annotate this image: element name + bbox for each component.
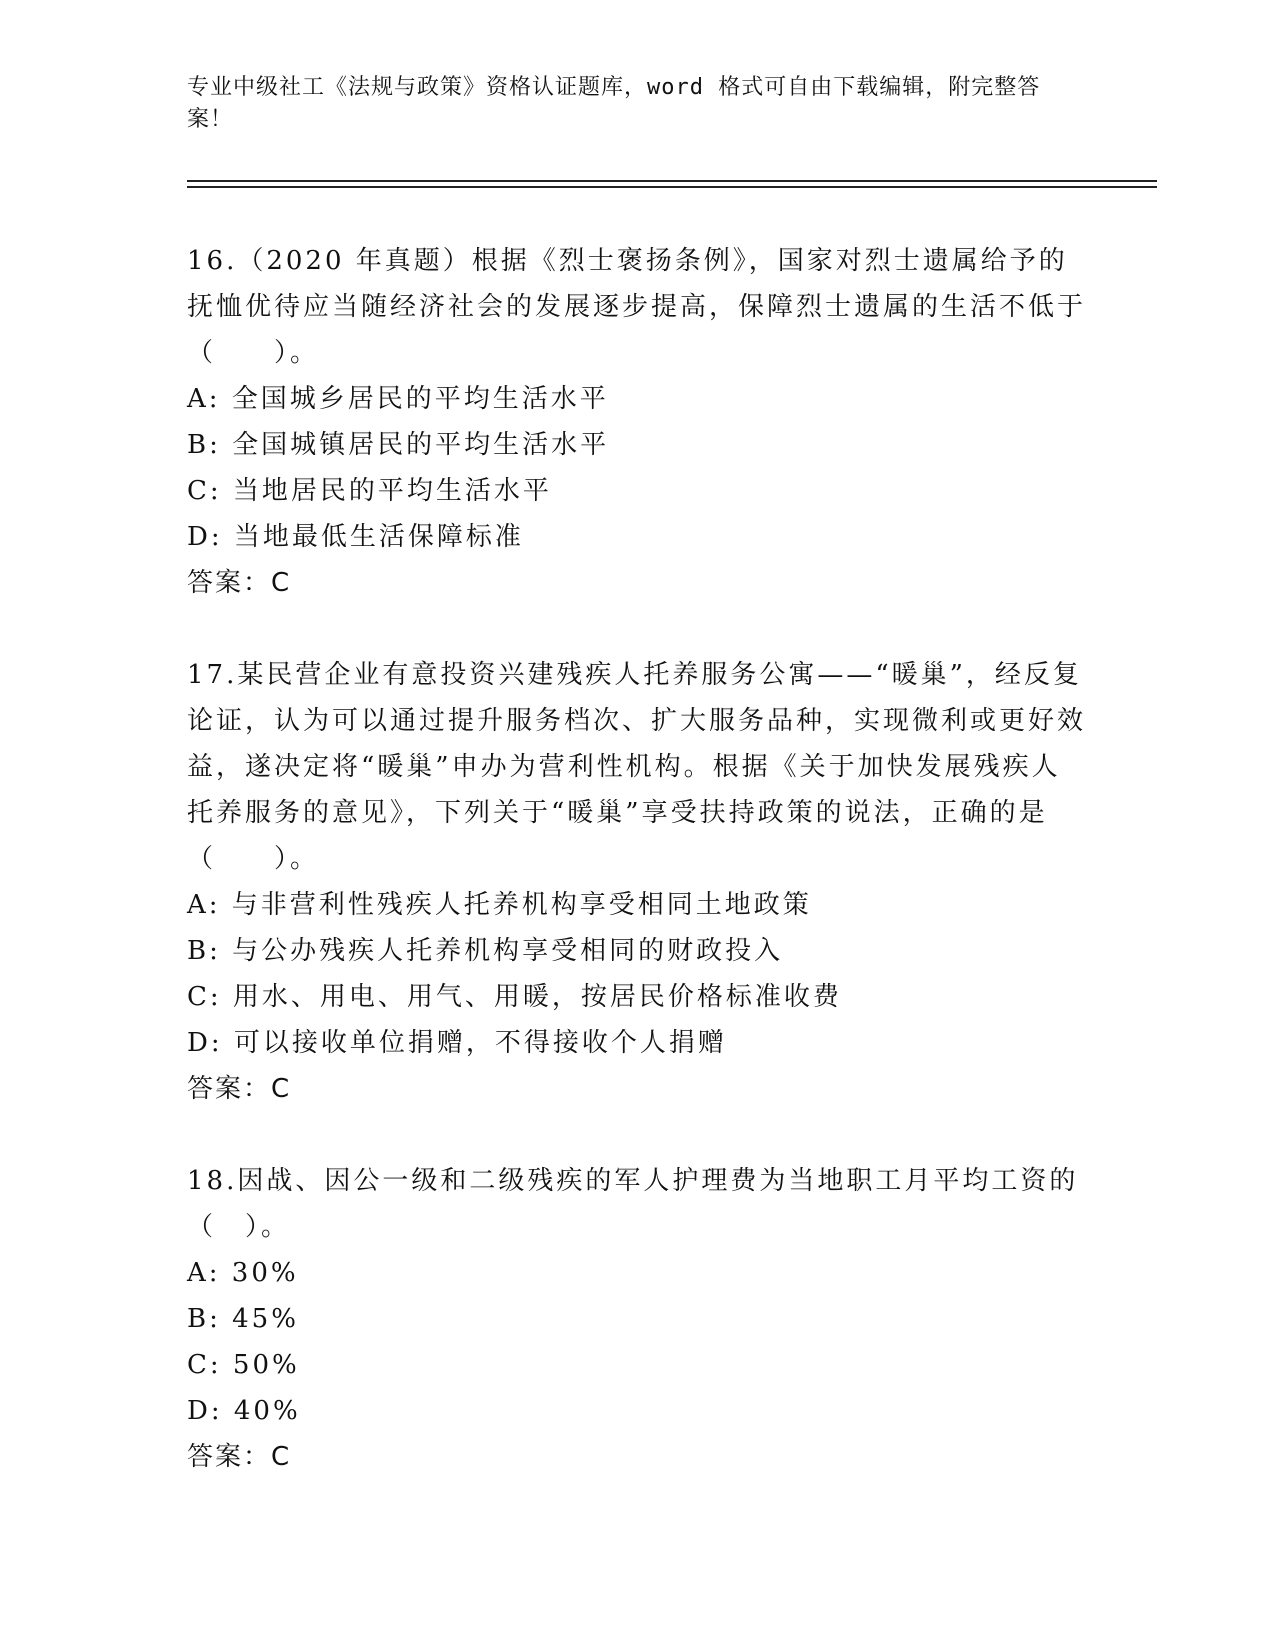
question-17 [187,652,1087,1112]
option-b: B: 45% [187,1304,299,1334]
option-list [187,376,1087,560]
answer-line: 答案：C [187,1442,292,1472]
option-d: D: 40% [187,1396,301,1426]
question-stem: 18.因战、因公一级和二级残疾的军人护理费为当地职工月平均工资的（ ）。 [187,1166,1079,1242]
answer-line: 答案：C [187,1074,292,1104]
option-a: A: 30% [187,1258,299,1288]
document-header: 专业中级社工《法规与政策》资格认证题库，word 格式可自由下载编辑，附完整答案！ [187,75,1041,132]
option-c: C: 50% [187,1350,300,1380]
question-stem: 17.某民营企业有意投资兴建残疾人托养服务公寓——“暖巢”，经反复论证，认为可以通过提升服务档次、扩大服务品种，实现微利或更好效益，遂决定将“暖巢”申办为营利性机构。根据《关于加快发展残疾人托养服务的意见》，下列关于“暖巢”享受扶持政策的说法，正确的是（ ）。 [187,660,1087,874]
option-list [187,882,1087,1066]
question-stem: 16.（2020 年真题）根据《烈士褒扬条例》，国家对烈士遗属给予的抚恤优待应当随经济社会的发展逐步提高，保障烈士遗属的生活不低于（ ）。 [187,246,1087,368]
option-d: D: 可以接收单位捐赠，不得接收个人捐赠 [187,1028,727,1058]
option-a: A: 全国城乡居民的平均生活水平 [187,384,609,414]
option-c: C: 用水、用电、用气、用暖，按居民价格标准收费 [187,982,842,1012]
question-16 [187,238,1087,606]
option-b: B: 与公办残疾人托养机构享受相同的财政投入 [187,936,784,966]
answer-line: 答案：C [187,568,292,598]
option-b: B: 全国城镇居民的平均生活水平 [187,430,610,460]
option-a: A: 与非营利性残疾人托养机构享受相同土地政策 [187,890,812,920]
question-18 [187,1158,1087,1480]
question-list [187,238,1087,1480]
option-d: D: 当地最低生活保障标准 [187,522,524,552]
option-c: C: 当地居民的平均生活水平 [187,476,552,506]
option-list [187,1250,1087,1434]
header-divider-top [187,180,1157,182]
header-divider-bottom [187,186,1157,188]
